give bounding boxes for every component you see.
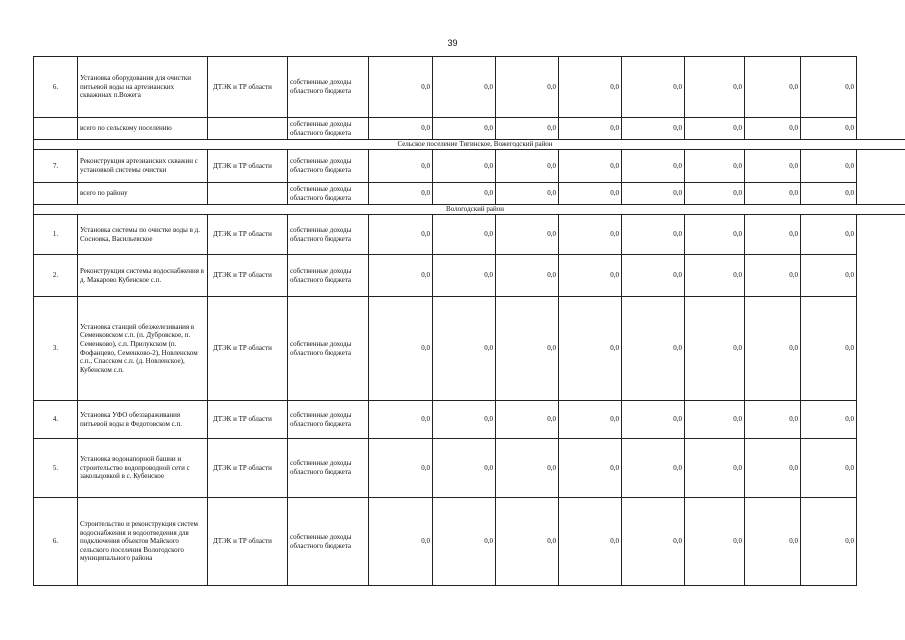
amount-cell: 0,0	[369, 57, 433, 118]
executor: ДТЭК и ТР области	[208, 255, 288, 297]
amount-cell: 0,0	[622, 183, 685, 205]
row-number: 4.	[34, 401, 78, 439]
table-row	[34, 118, 905, 140]
amount-cell: 0,0	[433, 183, 496, 205]
section-title: Вологодский район	[34, 205, 905, 215]
executor	[208, 183, 288, 205]
amount-cell: 0,0	[433, 255, 496, 297]
amount-cell: 0,0	[496, 150, 559, 183]
amount-cell: 0,0	[801, 498, 857, 586]
amount-cell: 0,0	[685, 255, 745, 297]
measure-name: Реконструкция артезианских скважин с установкой системы очистки	[78, 150, 208, 183]
amount-cell: 0,0	[745, 150, 801, 183]
section-header-row	[34, 140, 905, 150]
amount-cell: 0,0	[369, 401, 433, 439]
row-number: 5.	[34, 439, 78, 498]
table-row	[34, 498, 905, 586]
table-row	[34, 183, 905, 205]
amount-cell: 0,0	[685, 401, 745, 439]
amount-cell: 0,0	[685, 183, 745, 205]
section-title: Сельское поселение Тигинское, Вожегодский район	[34, 140, 905, 150]
amount-cell: 0,0	[559, 183, 622, 205]
amount-cell: 0,0	[801, 57, 857, 118]
amount-cell: 0,0	[496, 183, 559, 205]
amount-cell: 0,0	[801, 183, 857, 205]
row-number: 2.	[34, 255, 78, 297]
measure-name: Реконструкция системы водоснабжения в д. Макарово Кубенское с.п.	[78, 255, 208, 297]
measure-name: Установка УФО обеззараживания питьевой воды в Федотовском с.п.	[78, 401, 208, 439]
amount-cell: 0,0	[559, 118, 622, 140]
amount-cell: 0,0	[559, 215, 622, 255]
amount-cell: 0,0	[559, 498, 622, 586]
funding-source: собственные доходы областного бюджета	[288, 255, 369, 297]
funding-source: собственные доходы областного бюджета	[288, 118, 369, 140]
amount-cell: 0,0	[745, 297, 801, 401]
amount-cell: 0,0	[433, 297, 496, 401]
executor	[208, 118, 288, 140]
amount-cell: 0,0	[801, 255, 857, 297]
amount-cell: 0,0	[685, 498, 745, 586]
amount-cell: 0,0	[801, 215, 857, 255]
amount-cell: 0,0	[369, 498, 433, 586]
amount-cell: 0,0	[369, 118, 433, 140]
amount-cell: 0,0	[622, 297, 685, 401]
amount-cell: 0,0	[433, 401, 496, 439]
amount-cell: 0,0	[433, 150, 496, 183]
row-number: 3.	[34, 297, 78, 401]
amount-cell: 0,0	[433, 118, 496, 140]
amount-cell: 0,0	[433, 215, 496, 255]
amount-cell: 0,0	[496, 255, 559, 297]
amount-cell: 0,0	[622, 401, 685, 439]
amount-cell: 0,0	[622, 498, 685, 586]
executor: ДТЭК и ТР области	[208, 439, 288, 498]
amount-cell: 0,0	[369, 255, 433, 297]
measure-name: Установка станций обезжелезивания в Семенковском с.п. (п. Дубровское, п. Семенково), с.п. Прилукском (п. Фофанцево, Семенково-2), Новленском с.п., Спасском с.п. (д. Новленское), Кубенском с.п.	[78, 297, 208, 401]
amount-cell: 0,0	[622, 150, 685, 183]
executor: ДТЭК и ТР области	[208, 57, 288, 118]
table-row	[34, 150, 905, 183]
amount-cell: 0,0	[801, 439, 857, 498]
amount-cell: 0,0	[801, 297, 857, 401]
row-number	[34, 118, 78, 140]
table-row	[34, 401, 905, 439]
amount-cell: 0,0	[433, 57, 496, 118]
amount-cell: 0,0	[496, 297, 559, 401]
amount-cell: 0,0	[685, 150, 745, 183]
amount-cell: 0,0	[369, 215, 433, 255]
table-row	[34, 439, 905, 498]
amount-cell: 0,0	[433, 439, 496, 498]
amount-cell: 0,0	[369, 297, 433, 401]
amount-cell: 0,0	[685, 297, 745, 401]
amount-cell: 0,0	[559, 255, 622, 297]
amount-cell: 0,0	[685, 215, 745, 255]
table-row	[34, 297, 905, 401]
amount-cell: 0,0	[559, 401, 622, 439]
funding-source: собственные доходы областного бюджета	[288, 297, 369, 401]
amount-cell: 0,0	[559, 297, 622, 401]
funding-source: собственные доходы областного бюджета	[288, 183, 369, 205]
amount-cell: 0,0	[496, 57, 559, 118]
executor: ДТЭК и ТР области	[208, 498, 288, 586]
amount-cell: 0,0	[369, 183, 433, 205]
measure-name: всего по сельскому поселению	[78, 118, 208, 140]
amount-cell: 0,0	[496, 439, 559, 498]
table-row	[34, 57, 905, 118]
row-number: 1.	[34, 215, 78, 255]
amount-cell: 0,0	[745, 439, 801, 498]
funding-source: собственные доходы областного бюджета	[288, 498, 369, 586]
amount-cell: 0,0	[369, 150, 433, 183]
table-row	[34, 255, 905, 297]
executor: ДТЭК и ТР области	[208, 150, 288, 183]
amount-cell: 0,0	[496, 401, 559, 439]
amount-cell: 0,0	[745, 57, 801, 118]
row-number: 7.	[34, 150, 78, 183]
amount-cell: 0,0	[622, 118, 685, 140]
executor: ДТЭК и ТР области	[208, 215, 288, 255]
amount-cell: 0,0	[559, 57, 622, 118]
funding-source: собственные доходы областного бюджета	[288, 401, 369, 439]
amount-cell: 0,0	[496, 118, 559, 140]
funding-source: собственные доходы областного бюджета	[288, 215, 369, 255]
measure-name: Строительство и реконструкция систем водоснабжения и водоотведения для подключения объектов Майского сельского поселения Вологодского муниципального района	[78, 498, 208, 586]
amount-cell: 0,0	[801, 401, 857, 439]
funding-source: собственные доходы областного бюджета	[288, 439, 369, 498]
table-body	[34, 57, 905, 586]
amount-cell: 0,0	[745, 118, 801, 140]
measure-name: всего по району	[78, 183, 208, 205]
measure-name: Установка водонапорной башни и строительство водопроводной сети с закольцовкой в с. Кубенское	[78, 439, 208, 498]
measure-name: Установка оборудования для очистки питьевой воды на артезианских скважинах п.Вожега	[78, 57, 208, 118]
amount-cell: 0,0	[559, 150, 622, 183]
amount-cell: 0,0	[745, 215, 801, 255]
amount-cell: 0,0	[496, 215, 559, 255]
amount-cell: 0,0	[433, 498, 496, 586]
table-row	[34, 215, 905, 255]
executor: ДТЭК и ТР области	[208, 401, 288, 439]
row-number	[34, 183, 78, 205]
executor: ДТЭК и ТР области	[208, 297, 288, 401]
amount-cell: 0,0	[559, 439, 622, 498]
funding-source: собственные доходы областного бюджета	[288, 150, 369, 183]
amount-cell: 0,0	[745, 255, 801, 297]
amount-cell: 0,0	[622, 439, 685, 498]
measure-name: Установка системы по очистке воды в д. Сосновка, Васильевское	[78, 215, 208, 255]
amount-cell: 0,0	[801, 150, 857, 183]
amount-cell: 0,0	[801, 118, 857, 140]
row-number: 6.	[34, 57, 78, 118]
section-header-row	[34, 205, 905, 215]
amount-cell: 0,0	[496, 498, 559, 586]
amount-cell: 0,0	[745, 498, 801, 586]
amount-cell: 0,0	[685, 57, 745, 118]
amount-cell: 0,0	[745, 401, 801, 439]
amount-cell: 0,0	[622, 57, 685, 118]
amount-cell: 0,0	[622, 215, 685, 255]
amount-cell: 0,0	[369, 439, 433, 498]
amount-cell: 0,0	[685, 439, 745, 498]
budget-table	[33, 56, 905, 586]
row-number: 6.	[34, 498, 78, 586]
amount-cell: 0,0	[745, 183, 801, 205]
funding-source: собственные доходы областного бюджета	[288, 57, 369, 118]
page-number: 39	[447, 38, 458, 48]
amount-cell: 0,0	[685, 118, 745, 140]
amount-cell: 0,0	[622, 255, 685, 297]
